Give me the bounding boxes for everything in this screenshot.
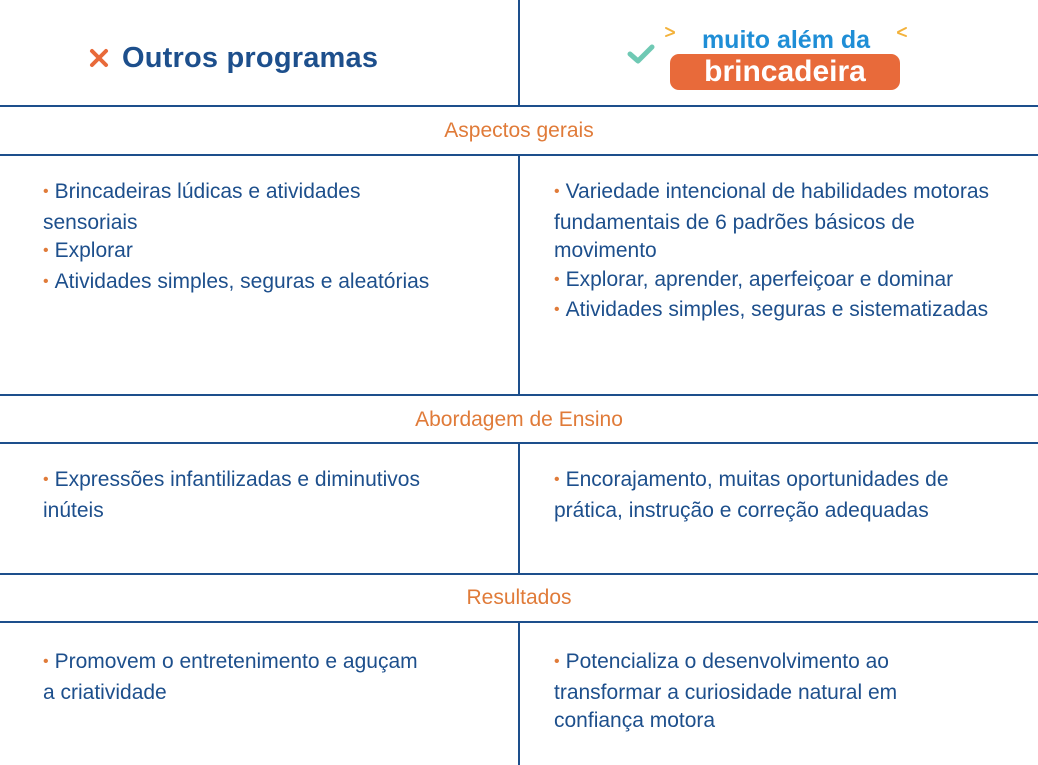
list-item: • Atividades simples, seguras e aleatórias (43, 269, 430, 293)
list-item: • Explorar, aprender, aperfeiçoar e dominar (554, 267, 954, 291)
teaching-other-list (43, 466, 443, 525)
logo-text-bottom: brincadeira (704, 55, 866, 88)
header-title: Outros programas (122, 41, 379, 74)
list-item: • Encorajamento, muitas oportunidades de prática, instrução e correção adequadas (554, 468, 949, 522)
section-title-results: Resultados (466, 586, 572, 609)
list-item: • Atividades simples, seguras e sistematizadas (554, 298, 989, 322)
list-item: • Variedade intencional de habilidades motoras fundamentais de 6 padrões básicos de movimento (554, 180, 990, 263)
section-title-teaching: Abordagem de Ensino (415, 408, 623, 431)
section-title-general: Aspectos gerais (444, 119, 594, 142)
header-other-programs (88, 36, 378, 80)
sparkle-icon (664, 26, 676, 38)
list-item: • Brincadeiras lúdicas e atividades sensoriais (43, 180, 361, 234)
x-icon (88, 47, 110, 69)
check-icon (626, 42, 656, 66)
general-other-list (43, 178, 443, 298)
teaching-brand-list (554, 466, 984, 525)
column-divider (518, 155, 520, 395)
column-divider (518, 622, 520, 765)
row-divider (0, 105, 1038, 107)
list-item: • Potencializa o desenvolvimento ao transformar a curiosidade natural em confiança motora (554, 650, 898, 733)
sparkle-icon (896, 26, 908, 38)
list-item: • Promovem o entretenimento e aguçam a criatividade (43, 650, 418, 704)
general-brand-list (554, 178, 994, 327)
brand-logo (668, 24, 904, 90)
column-divider (518, 443, 520, 573)
column-divider (518, 0, 520, 106)
row-divider (0, 573, 1038, 575)
row-divider (0, 394, 1038, 396)
results-brand-list (554, 648, 984, 736)
list-item: • Expressões infantilizadas e diminutivos inúteis (43, 468, 420, 522)
results-other-list (43, 648, 423, 707)
logo-text-top: muito além da (701, 26, 871, 54)
list-item: • Explorar (43, 239, 133, 263)
